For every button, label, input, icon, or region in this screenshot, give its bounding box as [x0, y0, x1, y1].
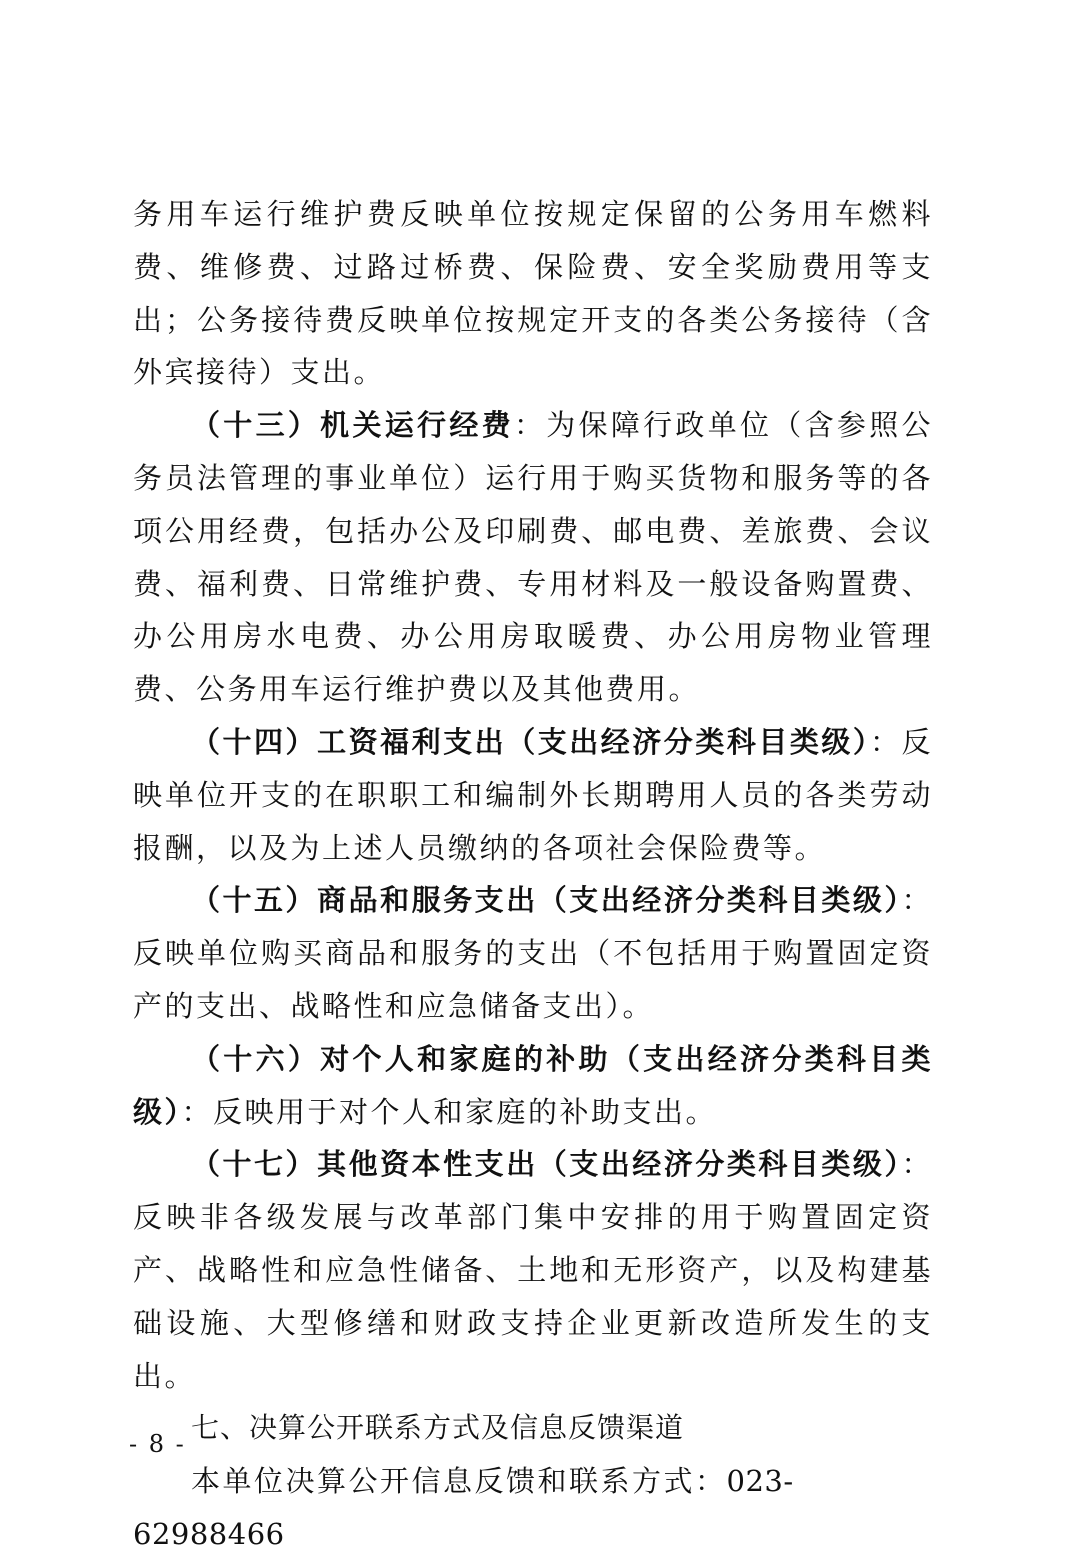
paragraph-item-17 [133, 1138, 933, 1402]
item-14-text: ：反映单位开支的在职职工和编制外长期聘用人员的各类劳动报酬，以及为上述人员缴纳的各项社会保险费等。 [133, 724, 933, 865]
item-16-text: ：反映用于对个人和家庭的补助支出。 [181, 1094, 718, 1129]
item-14-title: （十四）工资福利支出（支出经济分类科目类级） [191, 724, 870, 759]
page-content [133, 188, 933, 1561]
item-15-title: （十五）商品和服务支出（支出经济分类科目类级） [191, 883, 902, 918]
paragraph-item-15 [133, 874, 933, 1032]
paragraph-text: 务用车运行维护费反映单位按规定保留的公务用车燃料费、维修费、过路过桥费、保险费、安全奖励费用等支出；公务接待费反映单位按规定开支的各类公务接待（含外宾接待）支出。 [133, 197, 933, 390]
item-16-title: （十六）对个人和家庭的补助（支出经济分类科目类级） [133, 1041, 933, 1129]
item-13-title: （十三）机关运行经费 [191, 408, 514, 443]
paragraph-vehicle-reception-expenses [133, 188, 933, 399]
item-17-text: ：反映非各级发展与改革部门集中安排的用于购置固定资产、战略性和应急性储备、土地和无形资产，以及构建基础设施、大型修缮和财政支持企业更新改造所发生的支出。 [133, 1147, 933, 1393]
page-number: - 8 - [129, 1430, 186, 1458]
contact-label: 本单位决算公开信息反馈和联系方式： [191, 1464, 727, 1499]
section-7-heading: 七、决算公开联系方式及信息反馈渠道 [191, 1411, 685, 1445]
paragraph-item-14 [133, 716, 933, 874]
contact-phone: 023-62988466 [133, 1464, 794, 1551]
item-17-title: （十七）其他资本性支出（支出经济分类科目类级） [191, 1147, 902, 1182]
item-13-text: ：为保障行政单位（含参照公务员法管理的事业单位）运行用于购买货物和服务等的各项公用经费，包括办公及印刷费、邮电费、差旅费、会议费、福利费、日常维护费、专用材料及一般设备购置费、办公用房水电费、办公用房取暖费、办公用房物业管理费、公务用车运行维护费以及其他费用。 [133, 408, 933, 707]
item-15-text: ：反映单位购买商品和服务的支出（不包括用于购置固定资产的支出、战略性和应急储备支出）。 [133, 883, 933, 1023]
paragraph-item-16 [133, 1033, 933, 1139]
contact-line [133, 1455, 933, 1561]
paragraph-item-13 [133, 399, 933, 716]
